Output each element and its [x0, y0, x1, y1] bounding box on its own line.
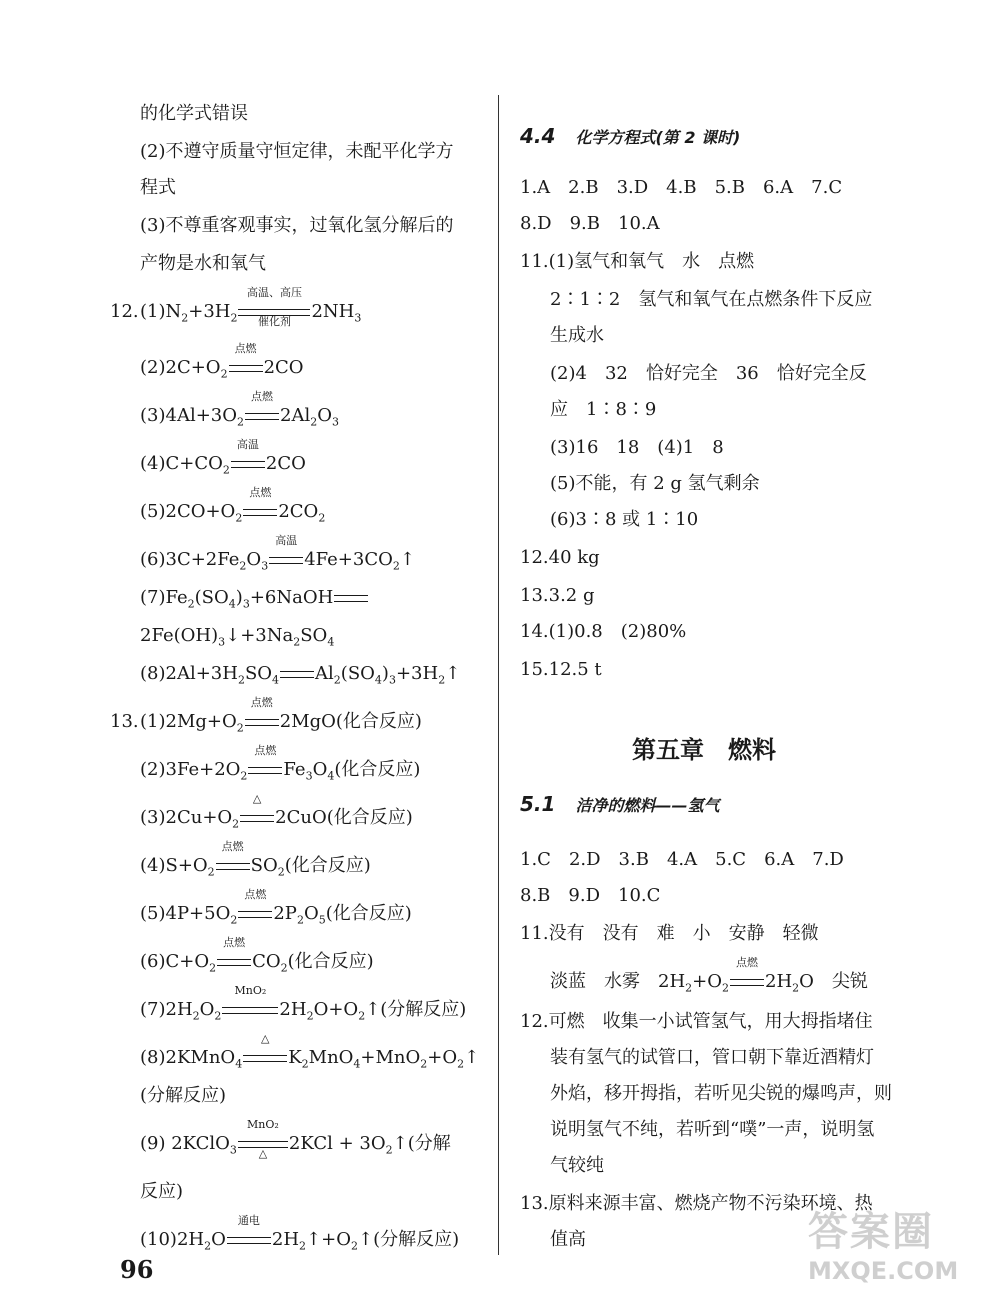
answer-text: 13.原料来源丰富、燃烧产物不污染环境、热: [520, 1193, 873, 1214]
answer-text: 外焰，移开拇指，若听见尖锐的爆鸣声，则: [550, 1083, 892, 1104]
chapter-title: 第五章 燃料: [632, 736, 776, 764]
answer-text: 12.可燃 收集一小试管氢气，用大拇指堵住: [520, 1011, 873, 1032]
equation-13-4: $(4)S+O_2$ 点燃 $SO_2$(化合反应): [140, 840, 371, 879]
equation-12-8: $(8)2Al+3H_2SO_4$ $Al_2(SO_4)_3+3H_2↑$: [140, 663, 461, 687]
equation-12-5: $(5)2CO+O_2$ 点燃 $2CO_2$: [140, 486, 326, 525]
answer-text: (5)不能，有 2 g 氢气剩余: [550, 473, 760, 494]
equation-12-3: $(3)4Al+3O_2$ 点燃 $2Al_2O_3$: [140, 390, 339, 429]
answer-text: 装有氢气的试管口，管口朝下靠近酒精灯: [550, 1047, 874, 1068]
answer-text: 14.(1)0.8 (2)80%: [520, 621, 687, 642]
answer-text: 15.12.5 t: [520, 659, 602, 680]
answer-text: 11.没有 没有 难 小 安静 轻微: [520, 923, 819, 944]
answer-text: 反应): [140, 1181, 184, 1202]
answer-text: 8.D 9.B 10.A: [520, 213, 660, 234]
answer-text: (3)不尊重客观事实，过氧化氢分解后的: [140, 215, 454, 236]
equation-13-8a: (8)2KMnO$_4$ △ $K_2MnO_4+MnO_2+O_2↑$: [140, 1032, 480, 1071]
equation-12-7b: $2Fe(OH)_3↓+3Na_2SO_4$: [140, 625, 335, 649]
answer-text: 气较纯: [550, 1155, 604, 1176]
equation-12-6: $(6)3C+2Fe_2O_3$ 高温 $4Fe+3CO_2↑$: [140, 534, 415, 573]
answer-text: 应 1∶8∶9: [550, 399, 657, 420]
answer-text: (3)16 18 (4)1 8: [550, 437, 724, 458]
answer-text: (2)不遵守质量守恒定律，未配平化学方: [140, 141, 454, 162]
equation-13-5: $(5)4P+5O_2$ 点燃 $2P_2O_5$(化合反应): [140, 888, 412, 927]
answer-text: 生成水: [550, 325, 604, 346]
equation-13-9a: (9) 2KClO$_3$ MnO₂ △ $2KCl + 3O_2↑$(分解: [140, 1118, 451, 1160]
watermark-logo: 答案圈 MXQE.COM: [808, 1209, 959, 1285]
section-heading-4-4: 4.4 化学方程式(第 2 课时): [520, 124, 741, 148]
answer-text: 值高: [550, 1229, 586, 1250]
answer-text: 产物是水和氧气: [140, 253, 266, 274]
equation-12-2: $(2)2C+O_2$ 点燃 2CO: [140, 342, 304, 381]
answer-text: (6)3∶8 或 1∶10: [550, 509, 699, 530]
answer-text: 13.3.2 g: [520, 585, 595, 606]
answer-text: 说明氢气不纯，若听到“噗”一声，说明氢: [550, 1119, 875, 1140]
equation-13-1: $(1)2Mg+O_2$ 点燃 2MgO(化合反应): [140, 696, 422, 735]
equation-hydrogen-burning: 淡蓝 水雾 $2H_2+O_2$ 点燃 $2H_2O$ 尖锐: [550, 956, 868, 995]
equation-13-6: $(6)C+O_2$ 点燃 $CO_2$(化合反应): [140, 936, 374, 975]
equation-12-4: $(4)C+CO_2$ 高温 2CO: [140, 438, 306, 477]
section-heading-5-1: 5.1 洁净的燃料——氢气: [520, 792, 720, 816]
answer-text: (分解反应): [140, 1085, 227, 1106]
answer-text: 2∶1∶2 氢气和氧气在点燃条件下反应: [550, 289, 873, 310]
answer-text: 11.(1)氢气和氧气 水 点燃: [520, 251, 755, 272]
equation-13-7: $(7)2H_2O_2$ MnO₂ $2H_2O+O_2↑$(分解反应): [140, 984, 467, 1023]
question-number: 13.: [110, 711, 139, 732]
equation-12-1: $(1)N_2+3H_2$ 高温、高压 催化剂 $2NH_3$: [140, 286, 362, 328]
answer-text: 8.B 9.D 10.C: [520, 885, 661, 906]
equation-13-2: $(2)3Fe+2O_2$ 点燃 $Fe_3O_4$(化合反应): [140, 744, 421, 783]
answer-text: 程式: [140, 177, 176, 198]
answer-text: 12.40 kg: [520, 547, 600, 568]
page-number: 96: [120, 1255, 154, 1284]
equation-13-3: $(3)2Cu+O_2$ △ 2CuO(化合反应): [140, 792, 413, 831]
question-number: 12.: [110, 301, 139, 322]
equation-12-7a: $(7)Fe_2(SO_4)_3+6NaOH$: [140, 586, 369, 617]
answer-text: 1.A 2.B 3.D 4.B 5.B 6.A 7.C: [520, 177, 843, 198]
answer-text: 1.C 2.D 3.B 4.A 5.C 6.A 7.D: [520, 849, 844, 870]
column-divider: [498, 95, 499, 1255]
answer-text: 的化学式错误: [140, 103, 248, 124]
equation-13-10: $(10)2H_2O$ 通电 $2H_2↑+O_2↑$(分解反应): [140, 1214, 460, 1253]
answer-text: (2)4 32 恰好完全 36 恰好完全反: [550, 363, 867, 384]
